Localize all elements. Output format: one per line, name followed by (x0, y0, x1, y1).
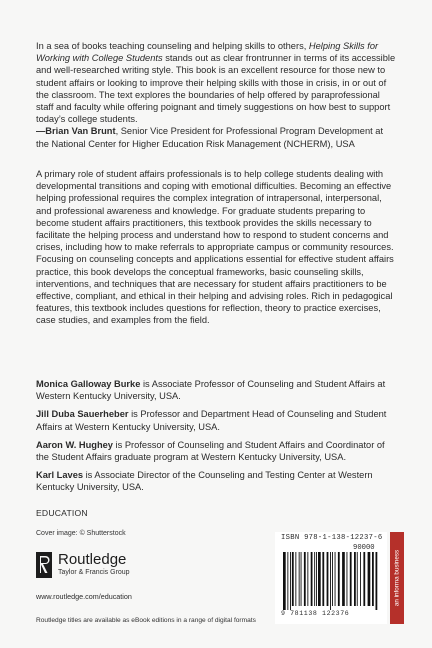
barcode-bar (318, 552, 321, 606)
barcode-bar (327, 552, 329, 606)
barcode-bar (322, 552, 324, 606)
author-name: Monica Galloway Burke (36, 379, 141, 389)
publisher-logo (36, 552, 176, 582)
author-name: Jill Duba Sauerheber (36, 409, 129, 420)
author-bio-text: is Associate Director of the Counseling and Testing Center at Western Kentucky University, USA. (36, 470, 373, 493)
barcode-bar (301, 552, 302, 606)
barcode-bar (372, 552, 374, 606)
barcode-bar (347, 552, 348, 606)
publisher-name: Routledge (58, 551, 127, 568)
isbn-barcode (275, 532, 387, 624)
barcode-bar (314, 552, 315, 606)
publisher-group: Taylor & Francis Group (58, 569, 130, 576)
author-bio-text: is Professor and Department Head of Counseling and Student Affairs at Western Kentucky University, USA. (36, 409, 387, 432)
barcode-bar (357, 552, 358, 606)
barcode-bar (307, 552, 308, 606)
author-bio-text: is Associate Professor of Counseling and Student Affairs at Western Kentucky University, USA. (36, 379, 386, 402)
informa-label: an informa business (393, 549, 401, 607)
barcode-digits: 9 781138 122376 (281, 610, 350, 617)
barcode-bar (342, 552, 345, 606)
author-bio (36, 408, 396, 432)
barcode-bar (354, 552, 356, 606)
isbn-number: ISBN 978-1-138-12237-6 (281, 534, 383, 542)
barcode-bar (283, 552, 286, 610)
reviewer-name: —Brian Van Brunt (36, 126, 116, 137)
author-bio (36, 378, 396, 402)
barcode-bar (304, 552, 306, 606)
barcode-bar (332, 552, 333, 606)
review-lead: In a sea of books teaching counseling and helping skills to others, (36, 41, 309, 51)
barcode-bar (290, 552, 291, 610)
barcode-bar (292, 552, 294, 606)
informa-band (390, 532, 404, 624)
publisher-website[interactable]: www.routledge.com/education (36, 592, 132, 601)
routledge-r-logo-icon (36, 552, 52, 578)
barcode-bar (350, 552, 352, 606)
review-body: stands out as clear frontrunner in terms of its accessible and well-researched writing style. This book is an excellent resource for those new to student affairs or looking to improve their helping skills with those in crisis, in or out of the classroom. The text explores the boundaries of help offered by paraprofessional staff and faculty while offering poignant and timely suggestions on how best to support today’s college students. (36, 53, 396, 125)
author-name: Aaron W. Hughey (36, 439, 113, 450)
review-attribution (36, 125, 396, 149)
barcode-bar (295, 552, 296, 606)
barcode-bar (330, 552, 331, 610)
ebook-formats-note: Routledge titles are available as eBook editions in a range of digital formats (36, 617, 256, 624)
author-bio-text: is Professor of Counseling and Student Affairs and Coordinator of the Student Affairs graduate program at Western Kentucky University, USA. (36, 439, 385, 463)
barcode-bar (360, 552, 361, 606)
barcode-bar (376, 552, 378, 610)
author-bios (36, 378, 396, 500)
barcode-bar (368, 552, 371, 606)
subject-category: EDUCATION (36, 508, 88, 518)
barcode-bars (281, 552, 381, 610)
barcode-bar (299, 552, 300, 606)
cover-image-credit: Cover image: © Shutterstock (36, 530, 126, 537)
barcode-bar (338, 552, 340, 606)
review-text (36, 40, 396, 125)
review-quote (36, 40, 396, 150)
reviewer-role: , Senior Vice President for Professional Program Development at the National Center for Higher Education Risk Management (NCHERM), USA (36, 126, 384, 149)
review-book-title: Helping Skills for Working with College Students (36, 41, 379, 64)
author-name: Karl Laves (36, 470, 84, 481)
price-code: 90000 (353, 544, 375, 552)
barcode-bar (287, 552, 288, 610)
barcode-bar (363, 552, 365, 606)
book-description (36, 168, 396, 327)
barcode-bar (335, 552, 336, 606)
author-bio (36, 469, 396, 493)
author-bio (36, 439, 396, 463)
barcode-bar (316, 552, 317, 606)
description-text: A primary role of student affairs professionals is to help college students dealing with developmental transitions and coping with emotional difficulties. Becoming an effective helping professional requires the complex integration of intrapersonal, interpersonal, and professional awareness and knowledge. For graduate students preparing to become student affairs practitioners, this textbook provides the skills necessary to facilitate the helping process and understand how to respond to student concerns and crises, including how to make referrals to appropriate campus or community resources. Focusing on counseling concepts and applications essential for effective student affairs practice, this book develops the conceptual frameworks, basic counseling skills, interventions, and techniques that are necessary for student affairs practitioners to be effective, compliant, and ethical in their helping and advising roles. Rich in pedagogical features, this textbook includes questions for reflection, theory to practice exercises, case studies, and examples from the field. (36, 169, 394, 326)
barcode-bar (311, 552, 313, 606)
